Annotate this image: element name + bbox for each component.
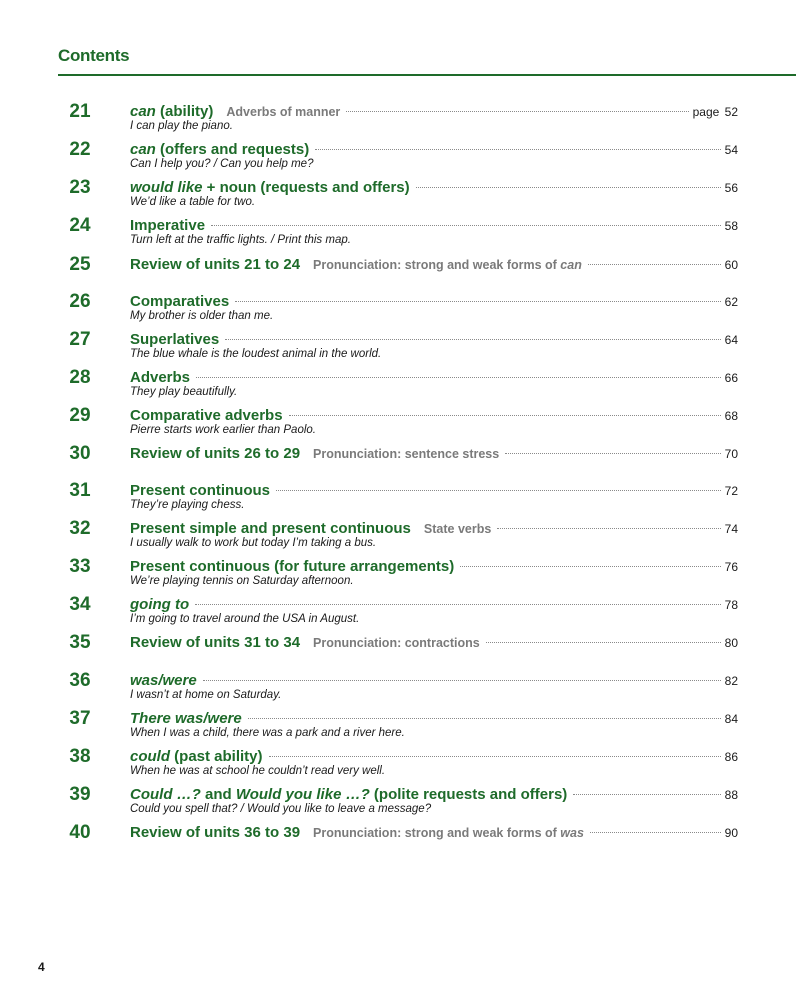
example-sentence: I usually walk to work but today I’m taking a bus. (130, 537, 377, 549)
page-reference (725, 481, 738, 501)
example-sentence: I’m going to travel around the USA in August. (130, 613, 360, 625)
dot-leader (289, 415, 721, 416)
italic-text: can (560, 258, 582, 272)
page-reference (725, 330, 738, 350)
dot-leader (195, 604, 720, 605)
unit-title (130, 595, 189, 615)
entry-line (130, 519, 738, 539)
unit-title (130, 823, 300, 843)
italic-text: Would you like …? (235, 786, 370, 803)
dot-leader (416, 187, 721, 188)
page-value: 70 (724, 447, 738, 461)
unit-subtopic (313, 255, 582, 275)
page-reference (725, 292, 738, 312)
entry-line (130, 368, 738, 388)
page-title: Contents (58, 46, 130, 65)
example-sentence: Can I help you? / Can you help me? (130, 158, 314, 170)
entry-line (130, 557, 738, 577)
unit-number: 40 (69, 822, 91, 843)
example-sentence: Turn left at the traffic lights. / Print this map. (130, 234, 351, 246)
unit-number: 32 (69, 518, 91, 539)
unit-title (130, 747, 263, 767)
page-reference (725, 519, 738, 539)
page-value: 56 (724, 181, 738, 195)
page-number: 4 (38, 960, 45, 974)
example-sentence: I can play the piano. (130, 120, 233, 132)
page-reference (725, 823, 738, 843)
page-value: 58 (724, 219, 738, 233)
example-sentence: When he was at school he couldn’t read very well. (130, 765, 386, 777)
dot-leader (315, 149, 720, 150)
page-reference (725, 785, 738, 805)
unit-title (130, 330, 219, 350)
italic-text: could (130, 748, 170, 765)
page-label: page (692, 105, 720, 119)
unit-title (130, 178, 410, 198)
dot-leader (590, 832, 721, 833)
entry-line (130, 747, 738, 767)
page-value: 60 (724, 258, 738, 272)
dot-leader (486, 642, 721, 643)
entry-line (130, 330, 738, 350)
unit-number: 23 (69, 177, 91, 198)
dot-leader (248, 718, 721, 719)
unit-number: 38 (69, 746, 91, 767)
unit-subtopic (424, 519, 491, 539)
unit-title (130, 368, 190, 388)
unit-number: 36 (69, 670, 91, 691)
unit-number: 37 (69, 708, 91, 729)
italic-text: would like (130, 179, 203, 196)
text: and (200, 786, 236, 803)
page-value: 86 (724, 750, 738, 764)
text: Present continuous (for future arrangements) (130, 558, 455, 575)
dot-leader (573, 794, 720, 795)
page-value: 64 (724, 333, 738, 347)
text: Review of units 26 to 29 (130, 445, 301, 462)
italic-text: There was/were (130, 710, 242, 727)
example-sentence: When I was a child, there was a park and a river here. (130, 727, 405, 739)
text: (polite requests and offers) (369, 786, 568, 803)
unit-number: 27 (69, 329, 91, 350)
example-sentence: I wasn’t at home on Saturday. (130, 689, 282, 701)
page-reference (725, 444, 738, 464)
dot-leader (588, 264, 721, 265)
page-value: 88 (724, 788, 738, 802)
unit-number: 26 (69, 291, 91, 312)
entry-line (130, 255, 738, 275)
page-value: 52 (724, 105, 738, 119)
page-reference (725, 178, 738, 198)
page-reference (725, 671, 738, 691)
dot-leader (505, 453, 720, 454)
entry-line (130, 671, 738, 691)
unit-title (130, 633, 300, 653)
text: State verbs (423, 522, 492, 536)
unit-title (130, 709, 242, 729)
entry-line (130, 406, 738, 426)
italic-text: was (560, 826, 584, 840)
entry-line (130, 709, 738, 729)
text: Adverbs of manner (226, 105, 341, 119)
text: (ability) (155, 103, 214, 120)
page-value: 72 (724, 484, 738, 498)
unit-number: 30 (69, 443, 91, 464)
unit-number: 35 (69, 632, 91, 653)
entry-line (130, 216, 738, 236)
page-reference (725, 368, 738, 388)
unit-title (130, 292, 229, 312)
italic-text: going to (130, 596, 190, 613)
example-sentence: My brother is older than me. (130, 310, 274, 322)
dot-leader (225, 339, 720, 340)
dot-leader (211, 225, 721, 226)
unit-title (130, 671, 197, 691)
entry-line (130, 823, 738, 843)
italic-text: Could …? (130, 786, 201, 803)
page-value: 90 (724, 826, 738, 840)
entry-line (130, 102, 738, 122)
dot-leader (460, 566, 720, 567)
page-value: 74 (724, 522, 738, 536)
unit-number: 31 (69, 480, 91, 501)
dot-leader (196, 377, 721, 378)
text: Superlatives (130, 331, 220, 348)
example-sentence: The blue whale is the loudest animal in the world. (130, 348, 382, 360)
page-reference (725, 709, 738, 729)
dot-leader (235, 301, 720, 302)
unit-number: 25 (69, 254, 91, 275)
text: Comparative adverbs (130, 407, 283, 424)
page-reference (693, 102, 738, 122)
unit-subtopic (313, 823, 584, 843)
entry-line (130, 292, 738, 312)
dot-leader (497, 528, 720, 529)
entry-line (130, 481, 738, 501)
entry-line (130, 595, 738, 615)
unit-subtopic (313, 633, 480, 653)
unit-title (130, 444, 300, 464)
page-value: 78 (724, 598, 738, 612)
unit-title (130, 785, 567, 805)
page-value: 76 (724, 560, 738, 574)
text: Review of units 21 to 24 (130, 256, 301, 273)
entry-line (130, 633, 738, 653)
unit-title (130, 216, 205, 236)
example-sentence: Could you spell that? / Would you like to leave a message? (130, 803, 432, 815)
unit-subtopic (313, 444, 499, 464)
example-sentence: We’re playing tennis on Saturday afternoon. (130, 575, 354, 587)
unit-title (130, 255, 300, 275)
page-reference (725, 216, 738, 236)
text: Present simple and present continuous (130, 520, 411, 537)
entry-line (130, 785, 738, 805)
text: (past ability) (170, 748, 263, 765)
italic-text: can (130, 141, 156, 158)
page-reference (725, 255, 738, 275)
entry-line (130, 178, 738, 198)
text: Pronunciation: strong and weak forms of (313, 826, 561, 840)
unit-title (130, 481, 270, 501)
unit-number: 28 (69, 367, 91, 388)
unit-title (130, 102, 213, 122)
page-reference (725, 140, 738, 160)
page-reference (725, 633, 738, 653)
page-value: 66 (724, 371, 738, 385)
page-reference (725, 557, 738, 577)
dot-leader (203, 680, 721, 681)
dot-leader (346, 111, 688, 112)
italic-text: was/were (130, 672, 197, 689)
unit-number: 33 (69, 556, 91, 577)
italic-text: can (130, 103, 156, 120)
unit-number: 21 (69, 101, 91, 122)
dot-leader (269, 756, 721, 757)
unit-number: 34 (69, 594, 91, 615)
unit-number: 39 (69, 784, 91, 805)
page-reference (725, 406, 738, 426)
page-reference (725, 595, 738, 615)
entry-line (130, 140, 738, 160)
page-value: 82 (724, 674, 738, 688)
text: (offers and requests) (155, 141, 310, 158)
unit-number: 24 (69, 215, 91, 236)
unit-title (130, 140, 309, 160)
text: Review of units 36 to 39 (130, 824, 301, 841)
text: Comparatives (130, 293, 230, 310)
unit-subtopic (226, 102, 340, 122)
example-sentence: They play beautifully. (130, 386, 238, 398)
text: Present continuous (130, 482, 271, 499)
example-sentence: Pierre starts work earlier than Paolo. (130, 424, 316, 436)
unit-title (130, 519, 411, 539)
page-value: 62 (724, 295, 738, 309)
example-sentence: They’re playing chess. (130, 499, 245, 511)
unit-title (130, 557, 454, 577)
example-sentence: We’d like a table for two. (130, 196, 256, 208)
text: Adverbs (130, 369, 191, 386)
page-value: 54 (724, 143, 738, 157)
text: Imperative (130, 217, 206, 234)
text: Pronunciation: sentence stress (313, 447, 500, 461)
text: Pronunciation: strong and weak forms of (313, 258, 561, 272)
page-value: 84 (724, 712, 738, 726)
unit-number: 29 (69, 405, 91, 426)
entry-line (130, 444, 738, 464)
text: Pronunciation: contractions (313, 636, 480, 650)
page-reference (725, 747, 738, 767)
dot-leader (276, 490, 721, 491)
text: + noun (requests and offers) (202, 179, 410, 196)
unit-number: 22 (69, 139, 91, 160)
page-value: 68 (724, 409, 738, 423)
text: Review of units 31 to 34 (130, 634, 301, 651)
unit-title (130, 406, 283, 426)
page-value: 80 (724, 636, 738, 650)
